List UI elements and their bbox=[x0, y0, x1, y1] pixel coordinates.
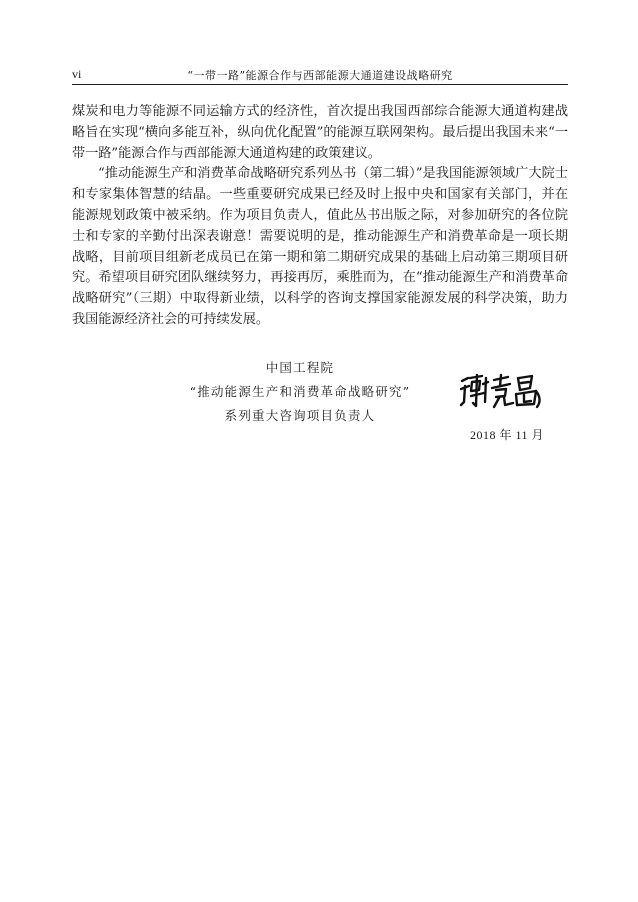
handwritten-signature bbox=[458, 372, 542, 410]
role-title: 系列重大咨询项目负责人 bbox=[224, 408, 376, 423]
page-number: vi bbox=[72, 67, 82, 81]
body-text bbox=[72, 102, 568, 331]
paragraph-2: “推动能源生产和消费革命战略研究系列丛书（第二辑）”是我国能源领域广大院士和专家集体智慧的结晶。一些重要研究成果已经及时上报中央和国家有关部门，并在能源规划政策中被采纳。作为项目负责人，值此丛书出版之际，对参加研究的各位院士和专家的辛勤付出深表谢意！需要说明的是，推动能源生产和消费革命是一项长期战略，目前项目组新老成员已在第一期和第二期研究成果的基础上启动第三期项目研究。希望项目研究团队继续努力，再接再厉，乘胜而为，在“推动能源生产和消费革命战略研究”（三期）中取得新业绩，以科学的咨询支撑国家能源发展的科学决策，助力我国能源经济社会的可持续发展。 bbox=[72, 166, 568, 327]
running-header bbox=[72, 66, 568, 85]
date: 2018 年 11 月 bbox=[470, 428, 545, 442]
running-title: “一带一路”能源合作与西部能源大通道建设战略研究 bbox=[187, 69, 453, 82]
institution-name: 中国工程院 bbox=[265, 360, 335, 375]
signature-block bbox=[150, 356, 450, 428]
project-name: “推动能源生产和消费革命战略研究” bbox=[189, 384, 411, 399]
paragraph-1: 煤炭和电力等能源不同运输方式的经济性，首次提出我国西部综合能源大通道构建战略旨在实现“横向多能互补，纵向优化配置”的能源互联网架构。最后提出我国未来“一带一路”能源合作与西部能源大通道构建的政策建议。 bbox=[72, 104, 568, 161]
